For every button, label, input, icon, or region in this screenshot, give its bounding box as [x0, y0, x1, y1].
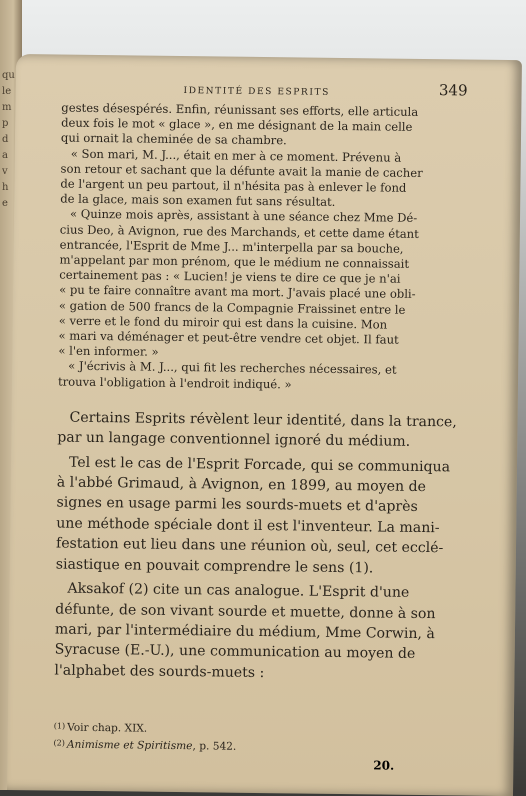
paragraph: [57, 407, 457, 453]
quote-line: « verre et le fond du miroir qui est dans la cuisine. Mon: [58, 313, 388, 332]
footnotes: [53, 719, 453, 758]
footnote: [53, 736, 453, 758]
quote-line: qui ornait la cheminée de sa chambre.: [60, 130, 287, 148]
previous-page-fragment: m: [2, 102, 12, 113]
paragraph-line: Aksakof (2) cite un cas analogue. L'Esprit d'une: [67, 580, 410, 601]
quote-line: son retour et sachant que la défunte avait la manie de cacher: [60, 161, 423, 180]
page-number: 349: [438, 81, 468, 100]
footnote-text: Animisme et Spiritisme, p. 542.: [66, 738, 237, 753]
quote-line: « l'en informer. »: [58, 343, 159, 360]
paragraph-line: une méthode spéciale dont il est l'inventeur. La mani-: [56, 515, 440, 537]
paragraph-line: à l'abbé Grimaud, à Avignon, en 1899, au moyen de: [56, 474, 427, 496]
paragraph-line: Tel est le cas de l'Esprit Forcade, qui se communiqua: [68, 454, 451, 476]
paragraph-line: festation eut lieu dans une réunion où, seul, cet ecclé-: [55, 535, 444, 557]
quote-line: « gation de 500 francs de la Compagnie Fraissinet entre le: [58, 298, 406, 317]
quote-line: m'appelant par mon prénom, que le médium ne connaissait: [59, 252, 410, 271]
quote-line: « pu te faire connaître avant ma mort. J'avais placé une obli-: [59, 282, 416, 302]
quote-line: « Quinze mois après, assistant à une séance chez Mme Dé-: [69, 207, 418, 226]
previous-page-fragment: h: [2, 182, 9, 193]
quote-line: « mari va déménager et peut-être vendre cet objet. Il faut: [58, 328, 399, 347]
footnote-number: (2): [53, 738, 65, 748]
paragraph-line: défunte, de son vivant sourde et muette, donne à son: [55, 601, 436, 622]
main-text: [54, 407, 457, 685]
book-page: [7, 54, 522, 796]
quote-line: gestes désespérés. Enfin, réunissant ses efforts, elle articula: [61, 100, 419, 119]
quote-block: [58, 101, 461, 395]
paragraph-line: siastique en pouvait comprendre le sens (1).: [55, 556, 374, 577]
previous-page-fragment: a: [2, 150, 8, 161]
previous-page-fragment: d: [2, 134, 9, 145]
quote-line: de la glace, mais son examen fut sans résultat.: [60, 191, 336, 210]
quote-line: de l'argent un peu partout, il n'hésita pas à enlever le fond: [60, 176, 407, 195]
paragraph-line: signes en usage parmi les sourds-muets et d'après: [56, 495, 418, 516]
previous-page-fragment: le: [2, 86, 12, 97]
quote-line: entrancée, l'Esprit de Mme J... m'interpella par sa bouche,: [59, 237, 404, 256]
paragraph-line: l'alphabet des sourds-muets :: [54, 662, 265, 681]
footnote-number: (1): [53, 721, 66, 731]
running-title: IDENTITÉ DES ESPRITS: [183, 86, 330, 98]
previous-page-fragment: v: [2, 166, 8, 177]
page-content: [53, 77, 468, 758]
footnote-text: Voir chap. XIX.: [67, 721, 148, 735]
quote-line: « Son mari, M. J..., était en mer à ce moment. Prévenu à: [70, 146, 402, 165]
paragraph: [56, 452, 457, 579]
previous-page-fragment: e: [2, 198, 8, 209]
quote-line: deux fois le mot « glace », en me désignant de la main celle: [61, 115, 413, 135]
previous-page-fragment: p: [2, 118, 9, 129]
running-head: [61, 77, 468, 102]
paragraph: [54, 579, 455, 686]
quote-line: « J'écrivis à M. J..., qui fit les recherches nécessaires, et: [68, 359, 397, 378]
quote-line: cius Deo, à Avignon, rue des Marchands, et cette dame étant: [59, 222, 419, 241]
quote-line: certainement pas : « Lucien! je viens te dire ce que je n'ai: [59, 267, 401, 286]
quote-line: trouva l'obligation à l'endroit indiqué. »: [57, 374, 292, 392]
paragraph-line: Certains Esprits révèlent leur identité, dans la trance,: [69, 409, 457, 431]
paragraph-line: Syracuse (E.-U.), une communication au moyen de: [54, 641, 416, 663]
paragraph-line: par un langage conventionnel ignoré du médium.: [57, 429, 411, 451]
paragraph-line: mari, par l'intermédiaire du médium, Mme Corwin, à: [54, 621, 435, 643]
signature-mark: 20.: [373, 758, 395, 773]
previous-page-fragment: qu: [2, 70, 15, 81]
